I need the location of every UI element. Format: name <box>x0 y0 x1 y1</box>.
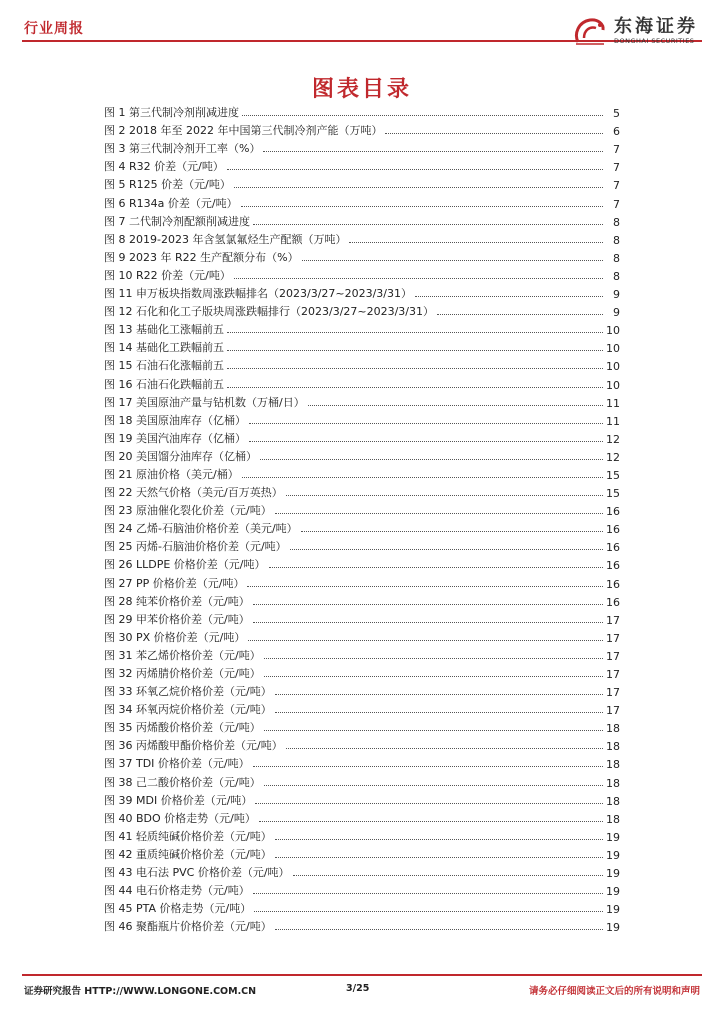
toc-leader-dots <box>259 820 603 822</box>
toc-entry[interactable] <box>104 771 620 789</box>
toc-leader-dots <box>275 711 603 713</box>
toc-leader-dots <box>234 277 603 279</box>
toc-leader-dots <box>264 657 603 659</box>
toc-entry-label: 图 18 美国原油库存（亿桶） <box>104 413 246 427</box>
toc-entry-page: 16 <box>606 541 620 555</box>
toc-leader-dots <box>241 205 603 207</box>
toc-entry-label: 图 30 PX 价格价差（元/吨） <box>104 630 246 644</box>
toc-entry-label: 图 38 己二酸价格价差（元/吨） <box>104 775 261 789</box>
toc-entry[interactable] <box>104 735 620 753</box>
toc-leader-dots <box>253 892 603 894</box>
footer-page-number: 3/25 <box>346 983 370 994</box>
toc-entry-page: 9 <box>613 288 620 302</box>
toc-entry[interactable] <box>104 609 620 627</box>
toc-entry-page: 16 <box>606 505 620 519</box>
toc-entry-page: 18 <box>606 722 620 736</box>
toc-entry[interactable] <box>104 808 620 826</box>
figure-toc-list <box>104 102 620 934</box>
toc-leader-dots <box>264 729 603 731</box>
toc-leader-dots <box>290 548 603 550</box>
toc-leader-dots <box>254 910 603 912</box>
toc-entry[interactable] <box>104 211 620 229</box>
toc-leader-dots <box>437 313 603 315</box>
toc-leader-dots <box>255 802 603 804</box>
toc-entry[interactable] <box>104 265 620 283</box>
toc-entry[interactable] <box>104 319 620 337</box>
toc-entry-page: 10 <box>606 342 620 356</box>
toc-entry[interactable] <box>104 627 620 645</box>
toc-leader-dots <box>260 458 603 460</box>
toc-entry-label: 图 6 R134a 价差（元/吨） <box>104 196 238 210</box>
toc-leader-dots <box>263 150 603 152</box>
toc-entry[interactable] <box>104 518 620 536</box>
toc-leader-dots <box>253 223 603 225</box>
toc-entry-label: 图 20 美国馏分油库存（亿桶） <box>104 449 257 463</box>
toc-entry-page: 10 <box>606 324 620 338</box>
toc-leader-dots <box>275 838 603 840</box>
toc-entry[interactable] <box>104 373 620 391</box>
toc-entry-label: 图 43 电石法 PVC 价格价差（元/吨） <box>104 866 290 880</box>
toc-leader-dots <box>227 168 603 170</box>
toc-entry-page: 19 <box>606 867 620 881</box>
toc-leader-dots <box>349 241 603 243</box>
toc-entry-label: 图 41 轻质纯碱价格价差（元/吨） <box>104 829 272 843</box>
toc-leader-dots <box>249 440 603 442</box>
toc-entry-label: 图 32 丙烯腈价格价差（元/吨） <box>104 667 261 680</box>
toc-entry-label: 图 24 乙烯-石脑油价格价差（美元/吨） <box>104 522 298 536</box>
toc-entry-page: 7 <box>613 161 620 175</box>
toc-entry-label: 图 13 基础化工涨幅前五 <box>104 323 224 337</box>
toc-entry[interactable] <box>104 229 620 247</box>
toc-entry-label: 图 28 纯苯价格价差（元/吨） <box>104 594 250 608</box>
toc-entry-page: 10 <box>606 378 620 392</box>
toc-leader-dots <box>269 566 603 568</box>
toc-leader-dots <box>302 259 603 261</box>
toc-entry[interactable] <box>104 174 620 192</box>
toc-entry-label: 图 31 苯乙烯价格价差（元/吨） <box>104 648 261 662</box>
report-type-tag: 行业周报 <box>24 21 84 37</box>
toc-leader-dots <box>253 603 603 605</box>
toc-entry-label: 图 17 美国原油产量与钻机数（万桶/日） <box>104 395 305 409</box>
toc-leader-dots <box>227 349 603 351</box>
toc-entry[interactable] <box>104 591 620 609</box>
toc-entry[interactable] <box>104 826 620 844</box>
toc-leader-dots <box>227 386 603 388</box>
toc-entry-page: 15 <box>606 487 620 501</box>
toc-entry-label: 图 2 2018 年至 2022 年中国第三代制冷剂产能（万吨） <box>104 124 383 138</box>
toc-entry[interactable] <box>104 410 620 428</box>
toc-entry-page: 10 <box>606 360 620 374</box>
toc-entry-page: 18 <box>606 794 620 808</box>
toc-entry[interactable] <box>104 355 620 373</box>
toc-entry-page: 7 <box>613 179 620 193</box>
toc-entry-page: 17 <box>606 668 620 681</box>
toc-entry[interactable] <box>104 699 620 717</box>
toc-entry-label: 图 22 天然气价格（美元/百万英热） <box>104 486 283 500</box>
footer-divider <box>22 974 702 976</box>
toc-entry-label: 图 26 LLDPE 价格价差（元/吨） <box>104 558 266 572</box>
toc-entry-page: 16 <box>606 523 620 537</box>
toc-entry-label: 图 36 丙烯酸甲酯价格价差（元/吨） <box>104 739 283 753</box>
toc-leader-dots <box>293 874 603 876</box>
toc-leader-dots <box>227 331 603 333</box>
toc-entry[interactable] <box>104 572 620 590</box>
toc-entry-page: 17 <box>606 613 620 627</box>
toc-entry-page: 7 <box>613 143 620 157</box>
toc-leader-dots <box>385 132 603 134</box>
toc-entry[interactable] <box>104 554 620 572</box>
toc-entry-label: 图 19 美国汽油库存（亿桶） <box>104 431 246 445</box>
toc-entry-page: 19 <box>606 885 620 899</box>
toc-entry-page: 18 <box>606 740 620 754</box>
toc-entry-label: 图 11 申万板块指数周涨跌幅排名（2023/3/27~2023/3/31） <box>104 287 413 301</box>
toc-entry-page: 11 <box>606 396 620 410</box>
toc-entry[interactable] <box>104 898 620 916</box>
toc-entry-page: 18 <box>606 812 620 826</box>
toc-entry-label: 图 33 环氧乙烷价格价差（元/吨） <box>104 685 272 699</box>
toc-leader-dots <box>264 784 603 786</box>
toc-leader-dots <box>264 675 603 677</box>
toc-entry-label: 图 7 二代制冷剂配额削减进度 <box>104 214 250 228</box>
toc-entry-label: 图 15 石油石化涨幅前五 <box>104 359 224 373</box>
toc-leader-dots <box>248 639 603 641</box>
toc-entry[interactable] <box>104 880 620 898</box>
toc-entry-page: 17 <box>606 704 620 718</box>
toc-entry[interactable] <box>104 681 620 699</box>
toc-leader-dots <box>286 494 603 496</box>
toc-entry[interactable] <box>104 247 620 265</box>
toc-entry[interactable] <box>104 138 620 156</box>
toc-entry-label: 图 46 聚酯瓶片价格价差（元/吨） <box>104 920 272 934</box>
toc-entry[interactable] <box>104 192 620 210</box>
toc-entry-label: 图 23 原油催化裂化价差（元/吨） <box>104 504 272 518</box>
toc-entry[interactable] <box>104 753 620 771</box>
toc-entry-label: 图 25 丙烯-石脑油价格价差（元/吨） <box>104 540 287 554</box>
toc-entry-label: 图 27 PP 价格价差（元/吨） <box>104 576 245 590</box>
toc-leader-dots <box>308 404 603 406</box>
company-logo <box>570 16 698 46</box>
toc-leader-dots <box>227 367 603 369</box>
toc-entry-page: 8 <box>613 233 620 247</box>
toc-entry-page: 19 <box>606 830 620 844</box>
toc-leader-dots <box>286 747 603 749</box>
toc-entry-page: 18 <box>606 776 620 790</box>
toc-entry-label: 图 42 重质纯碱价格价差（元/吨） <box>104 847 272 861</box>
toc-entry-label: 图 39 MDI 价格价差（元/吨） <box>104 793 253 807</box>
toc-entry-page: 8 <box>613 215 620 229</box>
toc-entry-page: 8 <box>613 251 620 265</box>
toc-entry-page: 17 <box>606 649 620 663</box>
toc-entry-label: 图 3 第三代制冷剂开工率（%） <box>104 142 261 156</box>
toc-leader-dots <box>275 693 603 695</box>
toc-leader-dots <box>253 765 603 767</box>
dragon-logo-icon <box>570 16 610 46</box>
toc-entry-label: 图 29 甲苯价格价差（元/吨） <box>104 612 250 626</box>
toc-leader-dots <box>275 512 603 514</box>
toc-entry-page: 16 <box>606 595 620 609</box>
toc-entry[interactable] <box>104 717 620 735</box>
toc-entry-label: 图 12 石化和化工子版块周涨跌幅排行（2023/3/27~2023/3/31） <box>104 305 435 319</box>
toc-entry[interactable] <box>104 283 620 301</box>
toc-entry[interactable] <box>104 301 620 319</box>
toc-entry-page: 12 <box>606 450 620 464</box>
toc-entry-label: 图 44 电石价格走势（元/吨） <box>104 884 250 898</box>
toc-entry[interactable] <box>104 392 620 410</box>
toc-entry-page: 18 <box>606 758 620 772</box>
toc-entry-page: 5 <box>613 107 620 121</box>
toc-entry-page: 16 <box>606 577 620 591</box>
page-title: 图表目录 <box>311 77 412 102</box>
toc-entry-page: 8 <box>613 269 620 283</box>
toc-entry-page: 15 <box>606 468 620 482</box>
logo-en-text: DONGHAI SECURITIES <box>614 37 695 45</box>
footer-disclaimer: 请务必仔细阅读正文后的所有说明和声明 <box>528 986 700 997</box>
toc-entry[interactable] <box>104 102 620 120</box>
toc-entry[interactable] <box>104 446 620 464</box>
toc-entry-label: 图 4 R32 价差（元/吨） <box>104 160 224 174</box>
toc-leader-dots <box>242 114 603 116</box>
toc-entry-label: 图 34 环氧丙烷价格价差（元/吨） <box>104 703 272 717</box>
toc-entry[interactable] <box>104 428 620 446</box>
toc-entry[interactable] <box>104 790 620 808</box>
toc-entry-label: 图 16 石油石化跌幅前五 <box>104 377 224 391</box>
toc-entry[interactable] <box>104 663 620 681</box>
toc-entry[interactable] <box>104 916 620 934</box>
toc-entry[interactable] <box>104 337 620 355</box>
toc-entry-label: 图 8 2019-2023 年含氢氯氟烃生产配额（万吨） <box>104 232 347 246</box>
toc-entry[interactable] <box>104 645 620 663</box>
toc-entry[interactable] <box>104 500 620 518</box>
toc-entry[interactable] <box>104 464 620 482</box>
toc-leader-dots <box>301 530 603 532</box>
toc-entry[interactable] <box>104 536 620 554</box>
toc-leader-dots <box>275 856 603 858</box>
toc-entry[interactable] <box>104 482 620 500</box>
toc-entry-label: 图 45 PTA 价格走势（元/吨） <box>104 902 252 916</box>
toc-entry[interactable] <box>104 844 620 862</box>
toc-entry-label: 图 1 第三代制冷剂削减进度 <box>104 106 239 120</box>
toc-leader-dots <box>275 928 603 930</box>
toc-entry-label: 图 5 R125 价差（元/吨） <box>104 178 231 192</box>
toc-entry-page: 7 <box>613 197 620 211</box>
toc-entry-page: 19 <box>606 921 620 935</box>
toc-entry[interactable] <box>104 156 620 174</box>
toc-entry-page: 16 <box>606 559 620 573</box>
toc-entry-page: 17 <box>606 686 620 700</box>
toc-entry-label: 图 35 丙烯酸价格价差（元/吨） <box>104 721 261 735</box>
toc-entry-label: 图 9 2023 年 R22 生产配额分布（%） <box>104 250 299 264</box>
toc-entry-label: 图 40 BDO 价格走势（元/吨） <box>104 811 256 825</box>
footer-website[interactable]: 证券研究报告 HTTP://WWW.LONGONE.COM.CN <box>24 986 257 997</box>
toc-entry-page: 19 <box>606 848 620 862</box>
toc-entry[interactable] <box>104 120 620 138</box>
toc-entry-label: 图 37 TDI 价格价差（元/吨） <box>104 757 250 771</box>
logo-cn-text: 东海证券 <box>614 16 698 37</box>
toc-entry[interactable] <box>104 862 620 880</box>
toc-entry-page: 11 <box>606 414 620 428</box>
toc-entry-page: 6 <box>613 125 620 139</box>
toc-leader-dots <box>234 186 603 188</box>
toc-leader-dots <box>253 621 603 623</box>
toc-entry-page: 9 <box>613 306 620 320</box>
toc-leader-dots <box>249 422 603 424</box>
toc-entry-page: 12 <box>606 432 620 446</box>
toc-entry-page: 19 <box>606 903 620 917</box>
toc-entry-label: 图 10 R22 价差（元/吨） <box>104 268 231 282</box>
toc-entry-label: 图 21 原油价格（美元/桶） <box>104 467 239 481</box>
toc-entry-label: 图 14 基础化工跌幅前五 <box>104 341 224 355</box>
toc-leader-dots <box>247 585 603 587</box>
toc-entry-page: 17 <box>606 631 620 645</box>
toc-leader-dots <box>415 295 603 297</box>
toc-leader-dots <box>242 476 603 478</box>
